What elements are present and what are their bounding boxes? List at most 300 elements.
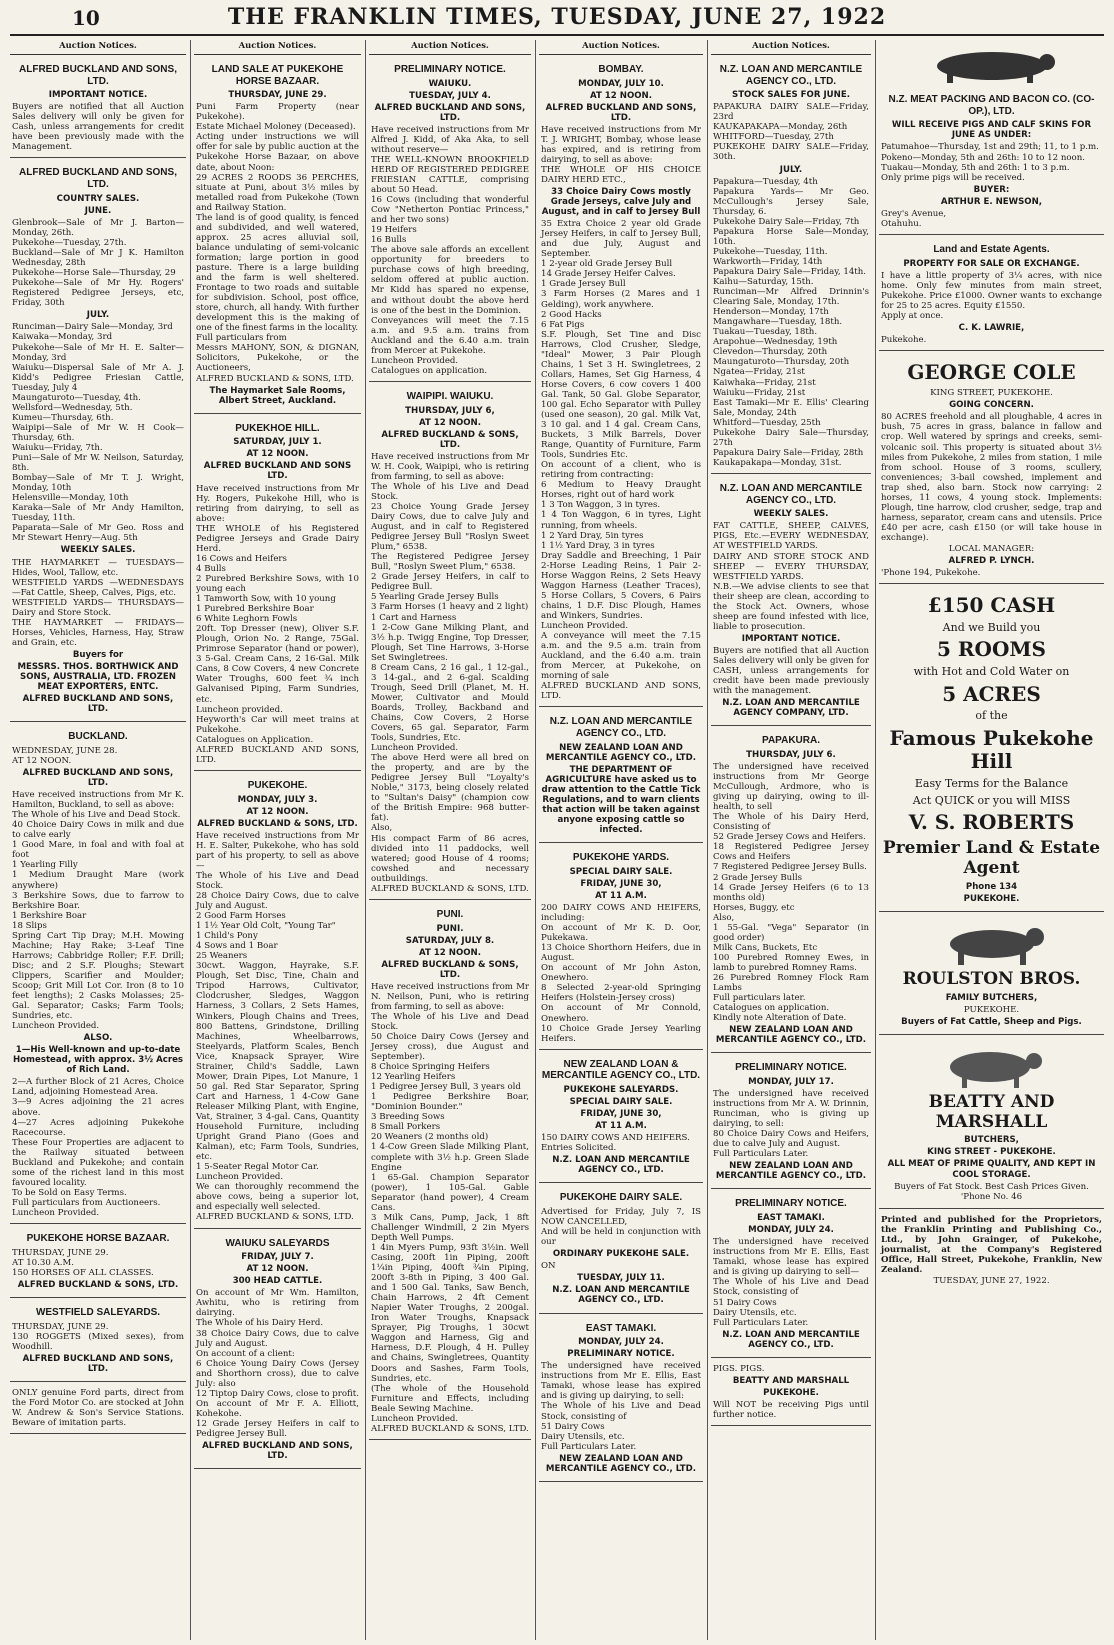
notice: [711, 58, 871, 474]
column-header: Auction Notices.: [194, 40, 361, 55]
ad-butcher-name: BEATTY AND MARSHALL: [928, 1091, 1055, 1132]
notice-heading: AT 12 NOON.: [418, 417, 482, 428]
notice-line: Arapohue—Wednesday, 19th: [713, 337, 838, 348]
notice-heading: EAST TAMAKI.: [585, 1322, 657, 1334]
ad-agent-title: Premier Land & Estate Agent: [882, 837, 1101, 878]
notice-line: 1 Purebred Berkshire Boar: [196, 604, 314, 615]
notice-heading: N.Z. LOAN AND MERCANTILE AGENCY CO., LTD.: [549, 716, 693, 740]
notice-heading: ALFRED BUCKLAND AND SONS, LTD.: [19, 63, 177, 87]
notice-line: 1 4in Myers Pump, 93ft 3½in. Well Casing, 200ft 1in Piping, 200ft 1¼in Piping, 400ft ¾in Piping, 200ft 3-8th in Piping, 3 400 Gal. and 1 500 Gal. Tanks, Saw Bench, Chain Harrows, 2 4ft Cement Napier Water Troughs, 2 200gal. Iron Water Troughs, Knapsack Sprayer, Pig Troughs, 1 30cwt Waggon and Harness, Gig and Harness, D.F. Plough, 4 H. Pulley and Chains, Swingletrees, Quantity Doors and Sashes, Farm Tools, Sundries, etc.: [371, 1242, 529, 1384]
notice-heading: ALFRED BUCKLAND & SONS, LTD.: [381, 429, 519, 450]
notice-line: Whitford—Tuesday, 25th: [713, 417, 821, 428]
notice: [10, 725, 186, 1224]
notice-line: Kaukapakapa—Monday, 31st.: [713, 457, 842, 468]
notice-line: Buyers are notified that all Auction Sales delivery will only be given for Cash, unless arrangements for credit have been previously made with the Management.: [12, 102, 184, 153]
notice-heading: ARTHUR E. NEWSON,: [940, 196, 1043, 207]
column-header: Auction Notices.: [369, 40, 531, 55]
notice-line: Dairy Utensils, etc.: [713, 1307, 797, 1318]
notice-line: 10 Choice Grade Jersey Yearling Heifers.: [541, 1023, 701, 1044]
notice-line: 19 Heifers: [371, 225, 417, 236]
notice-line: 28 Choice Dairy Cows, due to calve July and August.: [196, 890, 359, 911]
notice-line: Kaiwhaka—Friday, 21st: [713, 377, 816, 388]
notice-line: PIGS. PIGS.: [713, 1363, 765, 1374]
notice-heading: ALFRED BUCKLAND AND SONS, LTD.: [19, 167, 177, 191]
notice-heading: THURSDAY, JULY 6,: [405, 405, 495, 416]
notice-line: FAT CATTLE, SHEEP, CALVES, PIGS, Etc.—EVERY WEDNESDAY, AT WESTFIELD YARDS.: [713, 521, 869, 552]
notice-line: Dray Saddle and Breeching, 1 Pair 2-Horse Leading Reins, 1 Pair 2-Horse Waggon Reins, 2 Sets Heavy Waggon Harness (Leather Traces), 5 Horse Collars, 5 Covers, 6 Pairs chains, 1 D.F. Disc Plough, Hames and Winkers, Sundries.: [541, 550, 701, 621]
notice-heading: ALFRED BUCKLAND & SONS, LTD.: [197, 818, 358, 829]
notice-line: 2 Good Farm Horses: [196, 911, 286, 922]
notice-line: WESTFIELD YARDS— THURSDAYS—Dairy and Store Stock.: [12, 597, 184, 618]
notice-line: 3—9 Acres adjoining the 21 acres above.: [12, 1097, 184, 1118]
notice-line: Luncheon Provided.: [196, 1172, 284, 1183]
notice-heading: N.Z. LOAN AND MERCANTILE AGENCY CO., LTD.: [552, 1155, 690, 1176]
notice-heading: ALFRED BUCKLAND AND SONS, LTD.: [22, 694, 174, 715]
notice-line: ONLY genuine Ford parts, direct from the Ford Motor Co. are stocked at John W. Andrew & Son's Service Stations. Beware of imitation parts.: [12, 1387, 184, 1428]
notice-line: ALFRED BUCKLAND & SONS, LTD.: [371, 1423, 529, 1434]
notice-line: 52 Grade Jersey Cows and Heifers.: [713, 832, 866, 843]
notice-heading: JUNE.: [84, 205, 112, 216]
notice-line: ALFRED BUCKLAND & SONS, LTD.: [196, 1212, 354, 1223]
notice-line: A conveyance will meet the 7.15 a.m. and the 9.5 a.m. train from Auckland, and the 6.40 a.m. train from Mercer, at Pukekohe, on morning of sale: [541, 631, 701, 682]
notice-line: 1 65-Gal. Champion Separator (power), 1 105-Gal. Gable Separator (hand power), 4 Cream Cans.: [371, 1172, 529, 1213]
notice-line: PAPAKURA DAIRY SALE—Friday, 23rd: [713, 102, 869, 123]
notice: [539, 710, 703, 843]
notice-line: S.F. Plough, Set Tine and Disc Harrows, Clod Crusher, Sledge, "Ideal" Mower, 3 Pair Plough Chains, 1 Set 3 H. Swingletrees, 2 Collars, Hames, Set Gig Harness, 4 Horse Covers, 6 cow covers 1 400 Gal. Tank, 50 Gal. Globe Separator, 100 gal. Echo Separator with Pulley (used one season), 20 gal. Milk Vat, 3 10 gal. and 1 4 gal. Cream Cans, Buckets, 3 Milk Barrels, Dover Range, Quantity of Furniture, Farm Tools, Sundries Etc.: [541, 329, 701, 461]
notice: [369, 903, 531, 1440]
notice-heading: MONDAY, JULY 24.: [748, 1225, 834, 1236]
notice-line: Kaihu—Saturday, 15th.: [713, 277, 814, 288]
notice-line: 16 Bulls: [371, 235, 407, 246]
ad-text: with Hot and Cold Water on: [913, 664, 1070, 678]
notice: [539, 58, 703, 708]
notice-line: 150 HORSES OF ALL CLASSES.: [12, 1267, 154, 1278]
notice-line: The Whole of his Dairy Herd, Consisting of: [713, 812, 869, 833]
notice-line: The undersigned have received instructions from Mr E. Ellis, East Tamaki, whose lease has expired and is giving up dairying, to sell:: [541, 1361, 701, 1402]
notice-heading: ALFRED BUCKLAND AND SONS, LTD.: [22, 767, 174, 789]
notice-heading: ORDINARY PUKEKOHE SALE.: [552, 1249, 690, 1260]
notice-line: WEDNESDAY, JUNE 28.: [12, 745, 118, 756]
notice-heading: ALFRED BUCKLAND AND SONS, LTD.: [22, 1353, 174, 1374]
notice-line: The Whole of his Dairy Herd.: [196, 1318, 324, 1329]
notice-heading: NEW ZEALAND LOAN AND MERCANTILE AGENCY CO., LTD.: [545, 742, 697, 763]
notice: [879, 238, 1104, 351]
notice-line: Buyers are notified that all Auction Sales delivery will only be given for CASH, unless arrangements for credit have been made previously with the management.: [713, 645, 869, 697]
notice-line: 4—27 Acres adjoining Pukekohe Racecourse.: [12, 1117, 184, 1138]
notice-line: THE WHOLE of his Registered Pedigree Jerseys and Grade Dairy Herd.: [196, 523, 359, 554]
notice: [539, 1317, 703, 1482]
notice-line: Grey's Avenue,: [881, 208, 947, 219]
notice-heading: JULY.: [86, 310, 110, 321]
notice-line: Conveyances will meet the 7.15 a.m. and 9.5 a.m. trains from Auckland and the 6.40 a.m. train from Mercer at Pukekohe.: [371, 315, 529, 356]
notice-heading: N.Z. LOAN AND MERCANTILE AGENCY COMPANY, LTD.: [722, 698, 860, 719]
notice-line: 2 Purebred Berkshire Sows, with 10 young each: [196, 573, 359, 594]
notice-line: WESTFIELD YARDS —WEDNESDAYS—Fat Cattle, Sheep, Calves, Pigs, etc.: [12, 577, 184, 598]
ad-text: ALL MEAT OF PRIME QUALITY, AND KEPT IN COOL STORAGE.: [887, 1159, 1096, 1180]
notice-line: 12 Yearling Heifers: [371, 1072, 456, 1083]
notice-heading: NEW ZEALAND LOAN & MERCANTILE AGENCY CO., LTD.: [541, 1058, 701, 1082]
notice-heading: PUKEKOHE SALEYARDS.: [563, 1085, 679, 1096]
notice-line: 6 White Leghorn Fowls: [196, 614, 298, 625]
column-header: Auction Notices.: [711, 40, 871, 55]
notice-line: Also,: [371, 823, 393, 834]
notice-line: 4 Bulls: [196, 563, 226, 574]
notice-heading: SPECIAL DAIRY SALE.: [569, 866, 673, 877]
notice-line: On account of Mr Wm. Hamilton, Awhitu, who is retiring from dairying.: [196, 1288, 359, 1319]
notice-line: 200 DAIRY COWS AND HEIFERS, including:: [541, 903, 701, 924]
notice-heading: PUKEKOHE.: [763, 1387, 819, 1398]
notice: [10, 1385, 186, 1434]
pig-logo-icon: [917, 44, 1067, 84]
notice-line: The land is of good quality, is fenced and subdivided, and well watered, approx. 25 acres alluvial soil, balance undulating of semi-volcanic formation; large portion in good pasture. There is a large building and the farm is well sheltered. Frontage to two roads and suitable for subdivision. School, post office, store, church, all handy. With further development this is the making of one of the finest farms in the locality.: [196, 212, 359, 334]
column-6: [879, 40, 1104, 1640]
ad-text: LOCAL MANAGER:: [948, 544, 1035, 554]
notice-line: 130 ROGGETS (Mixed sexes), from Woodhill.: [12, 1331, 184, 1352]
notice-line: 1 5-Seater Regal Motor Car.: [196, 1162, 319, 1173]
notice: [539, 846, 703, 1049]
notice: [369, 58, 531, 382]
notice-line: Full particulars later.: [713, 993, 806, 1004]
notice-heading: NEW ZEALAND LOAN AND MERCANTILE AGENCY CO., LTD.: [545, 1453, 697, 1474]
imprint-text: Printed and published for the Proprietors, the Franklin Printing and Publishing Co., Ltd., by John Grainger, of Pukekohe, journalist, at the Company's Registered Office, Hall Street, Pukekohe, Franklin, New Zealand.: [881, 1214, 1102, 1275]
notice-line: Papakura—Tuesday, 4th: [713, 176, 818, 187]
notice-line: Pukekohe—Horse Sale—Thursday, 29: [12, 268, 176, 279]
notice-heading: MONDAY, JULY 3.: [237, 794, 318, 805]
newspaper-title: THE FRANKLIN TIMES, TUESDAY, JUNE 27, 1922: [227, 4, 887, 30]
notice-heading: PAPAKURA.: [762, 735, 820, 747]
notice: [711, 1192, 871, 1357]
ad-text: Buyers of Fat Cattle, Sheep and Pigs.: [901, 1016, 1082, 1027]
notice-line: 6 Medium to Heavy Draught Horses, right out of hard work: [541, 480, 701, 501]
notice-line: 18 Slips: [12, 920, 47, 931]
sheep-icon: [932, 1045, 1052, 1089]
notice-line: 13 Choice Shorthorn Heifers, due in August.: [541, 943, 701, 964]
notice-line: Pukekohe—Sale of Mr Hy. Rogers' Registered Pedigree Jerseys, etc, Friday, 30th: [12, 278, 184, 309]
notice-heading: 300 HEAD CATTLE.: [232, 1276, 323, 1287]
columns: [10, 40, 1104, 1640]
notice-line: (The whole of the Household Furniture and Effects, including Beale Sewing Machine.: [371, 1383, 529, 1414]
notice-heading: IMPORTANT NOTICE.: [741, 633, 841, 644]
ad-cash-headline: £150 CASH: [927, 593, 1056, 618]
notice-heading: ALFRED BUCKLAND & SONS, LTD.: [17, 1279, 179, 1290]
notice-line: 4 Sows and 1 Boar: [196, 941, 278, 952]
notice-line: DAIRY AND STORE STOCK AND SHEEP — EVERY THURSDAY, WESTFIELD YARDS.: [713, 551, 869, 582]
notice-line: 8 Cream Cans, 2 16 gal., 1 12-gal., 3 14-gal., and 2 6-gal. Scalding Trough, Seed Drill (Planet, M. H. Mower, Cultivator and Mould Boards, Trolley, Backband and Chains, Cow Covers, 2 Horse Covers, 65 gal. Separator, Farm Tools, Sundries, Etc.: [371, 662, 529, 744]
imprint: [879, 1212, 1104, 1292]
notice-line: Waiuku—Dispersal Sale of Mr A. J. Kidd's Pedigree Friesian Cattle, Tuesday, July 4: [12, 362, 184, 393]
notice-line: 1 4-Cow Green Slade Milking Plant, complete with 3½ h.p. Green Slade Engine: [371, 1142, 529, 1173]
notice-line: 1 Cart and Harness: [371, 612, 457, 623]
notice-line: Have received instructions from Mr W. H. Cook, Waipipi, who is retiring from farming, to sell as above:: [371, 451, 529, 482]
notice-line: PUKEKOHE DAIRY SALE—Friday, 30th.: [713, 142, 869, 163]
notice-line: 2—A further Block of 21 Acres, Choice Land, adjoining Homestead Area.: [12, 1077, 184, 1098]
notice-line: Ngatea—Friday, 21st: [713, 367, 805, 378]
notice-line: 3 Breeding Sows: [371, 1112, 445, 1123]
ad-text: Act QUICK or you will MISS: [912, 793, 1071, 807]
notice-line: 1 2 Yard Dray, 5in tyres: [541, 530, 644, 541]
notice-line: Pukekohe—Tuesday, 11th.: [713, 246, 828, 257]
notice-line: 7 Registered Pedigree Jersey Bulls.: [713, 862, 867, 873]
notice-line: ALFRED BUCKLAND AND SONS, LTD.: [541, 681, 701, 702]
notice-line: 51 Dairy Cows: [713, 1297, 777, 1308]
notice-heading: WAIPIPI. WAIUKU.: [406, 390, 494, 402]
notice-line: 30cwt. Waggon, Hayrake, S.F. Plough, Set Disc, Tine, Chain and Tripod Harrows, Cultivator, Clodcrusher, Sledges, Waggon Harness, 3 Collars, 2 Sets Hames, Winkers, Plough Chains and Trees, 800 Battens, Grindstone, Drilling Machines, Wheelbarrows, Steelyards, Platform Scales, Bench Vice, Knapsack Sprayer, Wire Strainer, Child's Saddle, Lawn Mower, Drain Pipes, Lot Manure, 1 50 gal. Red Star Separator, Spring Cart and Harness, 1 4-Cow Gane Releaser Milking Plant, with Engine, Vat, Strainer, 3 4-gal. Cans, Quantity Household Furniture, including Upright Grand Piano (Goes and Kalman), etc; Farm Tools, Sundries, etc.: [196, 961, 359, 1163]
notice-heading: N.Z. LOAN AND MERCANTILE AGENCY CO., LTD.: [719, 482, 863, 506]
notice-line: On account of Mr K. D. Oor, Pukekawa.: [541, 923, 701, 944]
column-rule: [365, 40, 366, 1640]
notice-line: Buckland—Sale of Mr J K. Hamilton Wednesday, 28th: [12, 248, 184, 269]
notice-line: Puni—Sale of Mr W. Neilson, Saturday, 8th.: [12, 453, 184, 474]
notice-line: Have received instructions from Mr Alfred J. Kidd, of Aka Aka, to sell without reserve—: [371, 124, 529, 155]
notice-line: ON: [541, 1261, 556, 1272]
ad-text: KING STREET - PUKEKOHE.: [927, 1147, 1056, 1158]
notice-heading: ALSO.: [83, 1033, 113, 1044]
notice-line: Paparata—Sale of Mr Geo. Ross and Mr Stewart Henry—Aug. 5th: [12, 523, 184, 544]
notice-line: Pukekohe.: [881, 334, 927, 345]
notice-line: Luncheon Provided.: [371, 1413, 459, 1424]
notice-line: Luncheon Provided.: [12, 1021, 100, 1032]
notice-heading: 1—His Well-known and up-to-date Homestead, with approx. 3½ Acres of Rich Land.: [12, 1045, 184, 1076]
notice-heading: BUYER:: [973, 184, 1010, 195]
notice-line: 50 Choice Dairy Cows (Jersey and Jersey cross), due August and September).: [371, 1031, 529, 1063]
beatty-advert: [879, 1038, 1104, 1209]
notice-line: 18 Registered Pedigree Jersey Cows and Heifers: [713, 842, 869, 863]
notice-line: THE HAYMARKET — FRIDAYS—Horses, Vehicles, Harness, Hay, Straw and Grain, etc.: [12, 617, 184, 648]
notice-line: 1 2-Cow Gane Milking Plant, and 3½ h.p. Twigg Engine, Top Dresser, Plough, Set Tine Harrows, 3-Horse Set Swingletrees.: [371, 622, 529, 663]
notice-line: 3 Farm Horses (2 Mares and 1 Gelding), work anywhere.: [541, 289, 701, 310]
notice: [10, 161, 186, 722]
ad-heading: ALFRED P. LYNCH.: [948, 556, 1035, 567]
notice-heading: TUESDAY, JULY 11.: [577, 1273, 665, 1284]
notice-line: 38 Choice Dairy Cows, due to calve July and August.: [196, 1328, 359, 1349]
notice-heading: BEATTY AND MARSHALL: [732, 1375, 850, 1386]
notice-line: Kumeu—Thursday, 6th.: [12, 412, 114, 423]
notice-line: Helensville—Monday, 10th: [12, 493, 129, 504]
notice-heading: The Haymarket Sale Rooms, Albert Street, Auckland.: [209, 385, 346, 406]
notice-heading: MONDAY, JULY 10.: [578, 78, 664, 89]
ad-rooms-headline: 5 ROOMS: [937, 637, 1046, 662]
column-header: Auction Notices.: [10, 40, 186, 55]
notice-line: 150 DAIRY COWS AND HEIFERS.: [541, 1133, 690, 1144]
ad-text: BUTCHERS,: [964, 1135, 1019, 1146]
ad-text: Buyers of Fat Stock. Best Cash Prices Given. 'Phone No. 46: [894, 1181, 1089, 1202]
column-3: [369, 40, 531, 1640]
notice-line: Catalogues on Application.: [196, 734, 314, 745]
notice-line: The Whole of his Live and Dead Stock.: [196, 870, 359, 891]
notice-heading: AT 12 NOON.: [246, 1264, 309, 1275]
notice-line: 16 Cows (including that wonderful Cow "Netherton Pontiac Princess," and her two sons): [371, 195, 529, 226]
notice-line: ALFRED BUCKLAND AND SONS, LTD.: [196, 744, 359, 765]
page-number: 10: [72, 6, 100, 30]
notice-line: Warkworth—Friday, 14th: [713, 256, 823, 267]
notice-line: Spring Cart Tip Dray; M.H. Mowing Machine; Hay Rake; 3-Leaf Tine Harrows; Cabbridge Roller; F.F. Drill; Disc; and 2 S.F. Ploughs; Stewart Clippers, Scarifier and Moulder; Scoop; Grit Mill Lot Cor. Iron (8 to 10 feet lengths); 2 Casks Molasses; 25-Gal. Separator; Casks; Farm Tools; Sundries, etc.: [12, 930, 184, 1022]
column-1: [10, 40, 186, 1640]
notice-line: 35 Extra Choice 2 year old Grade Jersey Heifers, in calf to Jersey Bull, and due July, August and September.: [541, 219, 701, 260]
notice-line: AT 12 NOON.: [12, 755, 72, 766]
notice-heading: PUKEKOHE DAIRY SALE.: [559, 1192, 683, 1204]
notice-heading: THE DEPARTMENT OF AGRICULTURE have asked us to draw attention to the Cattle Tick Regulations, and to warn clients that action will be taken against anyone exposing cattle so infected.: [541, 764, 701, 836]
notice-line: Wellsford—Wednesday, 5th.: [12, 402, 133, 413]
notice-line: ALFRED BUCKLAND & SONS, LTD.: [371, 883, 529, 894]
notice-heading: WESTFIELD SALEYARDS.: [35, 1306, 161, 1318]
ad-agent-name: V. S. ROBERTS: [908, 810, 1075, 835]
notice-heading: JULY.: [779, 164, 803, 175]
notice-line: 1 Tamworth Sow, with 10 young: [196, 594, 336, 605]
ad-hill-headline: Famous Pukekohe Hill: [889, 725, 1094, 774]
notice: [711, 1361, 871, 1426]
notice-line: Messrs MAHONY, SON, & DIGNAN, Solicitors, Pukekohe, or the Auctioneers,: [196, 343, 359, 374]
notice-heading: PUKEKOHE.: [247, 779, 308, 791]
notice-line: Heyworth's Car will meet trains at Pukekohe.: [196, 714, 359, 735]
notice-line: And will be held in conjunction with our: [541, 1227, 701, 1248]
notice: [194, 1232, 361, 1470]
notice-line: 20 Weaners (2 months old): [371, 1132, 489, 1143]
notice-line: Pukekohe Dairy Sale—Friday, 7th: [713, 216, 860, 227]
notice-line: East Tamaki—Mr E. Ellis' Clearing Sale, Monday, 24th: [713, 397, 869, 418]
notice-line: 16 Cows and Heifers: [196, 553, 287, 564]
notice-line: Kaiwaka—Monday, 3rd: [12, 332, 113, 343]
notice-line: The Whole of his Live and Dead Stock, consisting of: [541, 1401, 701, 1422]
ad-text: 'Phone 194, Pukekohe.: [881, 568, 981, 579]
notice: [10, 1227, 186, 1298]
notice-line: KAUKAPAKAPA—Monday, 26th: [713, 122, 848, 133]
notice-line: Pukekohe Dairy Sale—Thursday, 27th: [713, 427, 869, 448]
notice-line: Tuakau—Tuesday, 18th.: [713, 327, 818, 338]
notice-line: 1 Pedigree Berkshire Boar, "Dominion Bounder.": [371, 1092, 529, 1113]
notice-line: 1 4 Ton Waggon, 6 in tyres, Light running, from wheels.: [541, 510, 701, 531]
notice-heading: NEW ZEALAND LOAN AND MERCANTILE AGENCY CO., LTD.: [715, 1161, 867, 1182]
notice-line: Pukekohe—Sale of Mr H. E. Salter—Monday, 3rd: [12, 342, 184, 363]
notice-line: 12 Tiptop Dairy Cows, close to profit.: [196, 1388, 359, 1399]
roulston-advert: [879, 915, 1104, 1035]
notice-heading: PUKEKOHE YARDS.: [572, 852, 670, 864]
notice: [879, 88, 1104, 235]
notice-line: 5 Yearling Grade Jersey Bulls: [371, 592, 499, 603]
notice-line: Patumahoe—Thursday, 1st and 29th; 11, to 1 p.m.: [881, 142, 1099, 153]
notice-line: Maungaturoto—Tuesday, 4th.: [12, 392, 141, 403]
notice-line: We can thoroughly recommend the above cows, being a superior lot, and especially well selected.: [196, 1182, 359, 1213]
notice-heading: ALFRED BUCKLAND AND SONS, LTD.: [545, 102, 697, 123]
notice-line: 40 Choice Dairy Cows in milk and due to calve early: [12, 820, 184, 841]
notice-line: 1 1½ Year Old Colt, "Young Tar": [196, 921, 336, 932]
column-rule: [190, 40, 191, 1640]
notice-line: THE HAYMARKET — TUESDAYS—Hides, Wool, Tallow, etc.: [12, 557, 184, 578]
notice-line: Otahuhu.: [881, 218, 922, 229]
notice-line: 26 Purebred Romney Flock Ram Lambs: [713, 972, 869, 994]
notice-heading: PRELIMINARY NOTICE.: [394, 63, 506, 75]
notice-line: Waipipi—Sale of Mr W. H Cook—Thursday, 6th.: [12, 422, 184, 443]
notice-line: On account of Mr Connold, Onewhero.: [541, 1003, 701, 1024]
notice-line: 3 Berkshire Sows, due to farrow to Berkshire Boar.: [12, 890, 184, 911]
notice-line: Kindly note Alteration of Date.: [713, 1013, 847, 1024]
notice-line: The above Herd were all bred on the property, and are by the Pedigree Jersey Bull "Loyalty's Noble," 3173, being closely related to "Sultan's Daisy" (champion cow of the British Empire: 968 butter-fat).: [371, 753, 529, 824]
notice-line: Luncheon provided.: [196, 704, 283, 715]
notice: [10, 1301, 186, 1382]
notice-line: Glenbrook—Sale of Mr J. Barton—Monday, 26th.: [12, 217, 184, 238]
notice-line: 1 3 Ton Waggon, 3 in tyres.: [541, 500, 661, 511]
notice-line: The undersigned have received instructions from Mr George McCullough, Ardmore, who is giving up dairying, owing to ill-health, to sell: [713, 761, 869, 813]
notice-line: The Whole of his Live and Dead Stock.: [371, 1011, 529, 1032]
notice-line: Papakura Dairy Sale—Friday, 14th.: [713, 267, 867, 277]
notice-line: 1 Medium Draught Mare (work anywhere): [12, 870, 184, 891]
ad-text: And we Build you: [942, 620, 1041, 634]
notice-heading: WAIUKU.: [428, 78, 472, 89]
notice-heading: 33 Choice Dairy Cows mostly Grade Jerseys, calve July and August, and in calf to Jersey Bull: [541, 186, 701, 218]
notice-heading: SPECIAL DAIRY SALE.: [569, 1097, 673, 1108]
notice-line: 1 Pedigree Jersey Bull, 3 years old: [371, 1082, 521, 1093]
notice-line: The Whole of his Live and Dead Stock.: [371, 481, 529, 502]
notice-line: 2 Good Hacks: [541, 309, 602, 320]
column-2: [194, 40, 361, 1640]
notice-heading: ALFRED BUCKLAND AND SONS, LTD.: [374, 102, 526, 123]
notice-line: Entries Solicited.: [541, 1143, 617, 1154]
notice-line: Have received instructions from Mr H. E. Salter, Pukekohe, who has sold part of his property, to sell as above—: [196, 830, 359, 871]
notice-line: 2 Grade Jersey Heifers, in calf to Pedigree Bull.: [371, 572, 529, 593]
column-rule: [535, 40, 536, 1640]
notice-line: Luncheon Provided.: [12, 1208, 100, 1218]
notice-line: 8 Small Porkers: [371, 1122, 441, 1133]
notice-line: 1 Good Mare, in foal and with foal at foot: [12, 840, 184, 861]
notice-line: Maungaturoto—Thursday, 20th: [713, 357, 850, 368]
notice-line: Mangawhare—Tuesday, 18th.: [713, 317, 843, 328]
notice-line: AT 10.30 A.M.: [12, 1257, 75, 1268]
notice-heading: WAIUKU SALEYARDS: [225, 1237, 330, 1249]
notice-line: 51 Dairy Cows: [541, 1421, 605, 1432]
notice-heading: Buyers for: [72, 649, 124, 660]
notice-heading: NEW ZEALAND LOAN AND MERCANTILE AGENCY CO., LTD.: [715, 1025, 867, 1046]
notice-heading: TUESDAY, JULY 4.: [409, 90, 491, 101]
notice-heading: AT 11 A.M.: [595, 890, 647, 901]
notice-line: Catalogues on application.: [713, 1003, 830, 1014]
notice-line: Have received instructions from Mr T. J. WRIGHT, Bombay, whose lease has expired, and is retiring from dairying, to sell as above:: [541, 124, 701, 165]
notice-line: His compact Farm of 86 acres, divided into 11 paddocks, well watered; good House of 4 rooms; cowshed and necessary outbuildings.: [371, 833, 529, 884]
notice-line: Luncheon Provided.: [541, 621, 629, 631]
notice-line: 1 1½ Yard Dray, 3 in tyres: [541, 540, 655, 551]
notice-line: Full Particulars Later.: [541, 1441, 637, 1452]
notice-heading: EAST TAMAKI.: [757, 1213, 825, 1224]
notice-line: Full particulars from Auctioneers.: [12, 1197, 161, 1208]
notice-line: Apply at once.: [881, 310, 944, 321]
notice-line: Full particulars from: [196, 333, 287, 344]
notice: [194, 417, 361, 771]
ad-text: FAMILY BUTCHERS,: [945, 992, 1038, 1003]
notice-line: Luncheon Provided.: [371, 355, 459, 366]
notice-line: N.B.—We advise clients to see that their sheep are clean, according to the Stock Act. Owners, whose sheep are found infested with lice, liable to prosecution.: [713, 581, 869, 632]
notice-line: Tuakau—Monday, 5th and 26th: 1 to 3 p.m.: [881, 162, 1070, 173]
ad-text: 80 ACRES freehold and all ploughable, 4 acres in bush, 75 acres in grass, balance in fallow and crop. Well watered by springs and creeks, semi-volcanic soil. This property is situated about 3½ miles from Pukekohe, 2 miles from station, 1 mile from school. House of 3 rooms, scullery, conveniences; 3-bail cowshed, implement and trap shed, also barn. Stock now carrying: 2 horses, 11 cows, 4 young stock. Implements: Plough, tine harrow, clod crusher, sedge, trap and harness, separator, cream cans and utensils. Price £40 per acre, cash £150 (or will take house in exchange).: [881, 412, 1102, 543]
notice-line: On account of Mr F. A. Elliott, Kohekohe.: [196, 1398, 359, 1419]
notice: [10, 58, 186, 159]
notice-heading: MONDAY, JULY 24.: [578, 1337, 664, 1348]
notice-line: Horses, Buggy, etc: [713, 902, 795, 913]
notice-heading: SATURDAY, JULY 1.: [233, 437, 322, 448]
notice-heading: STOCK SALES FOR JUNE.: [732, 90, 850, 101]
notice-line: Milk Cans, Buckets, Etc: [713, 942, 818, 953]
notice-line: The Registered Pedigree Jersey Bull, "Roslyn Sweet Plum," 6538.: [371, 552, 529, 573]
column-4: [539, 40, 703, 1640]
notice-heading: AT 12 NOON.: [589, 90, 653, 101]
ad-text: Easy Terms for the Balance: [914, 776, 1069, 790]
notice-line: Pukekohe—Tuesday, 27th.: [12, 238, 127, 249]
notice-heading: N.Z. LOAN AND MERCANTILE AGENCY CO., LTD.: [552, 1285, 690, 1306]
notice-heading: PROPERTY FOR SALE OR EXCHANGE.: [903, 258, 1080, 269]
notice-line: 25 Weaners: [196, 951, 248, 962]
column-rule: [707, 40, 708, 1640]
ad-text: PUKEKOHE.: [963, 1004, 1020, 1015]
notice-heading: N.Z. LOAN AND MERCANTILE AGENCY CO., LTD.: [719, 63, 863, 87]
notice-line: 1 Berkshire Boar: [12, 910, 87, 921]
notice-line: 6 Choice Young Dairy Cows (Jersey and Shorthorn cross), due to calve July: also: [196, 1358, 359, 1389]
